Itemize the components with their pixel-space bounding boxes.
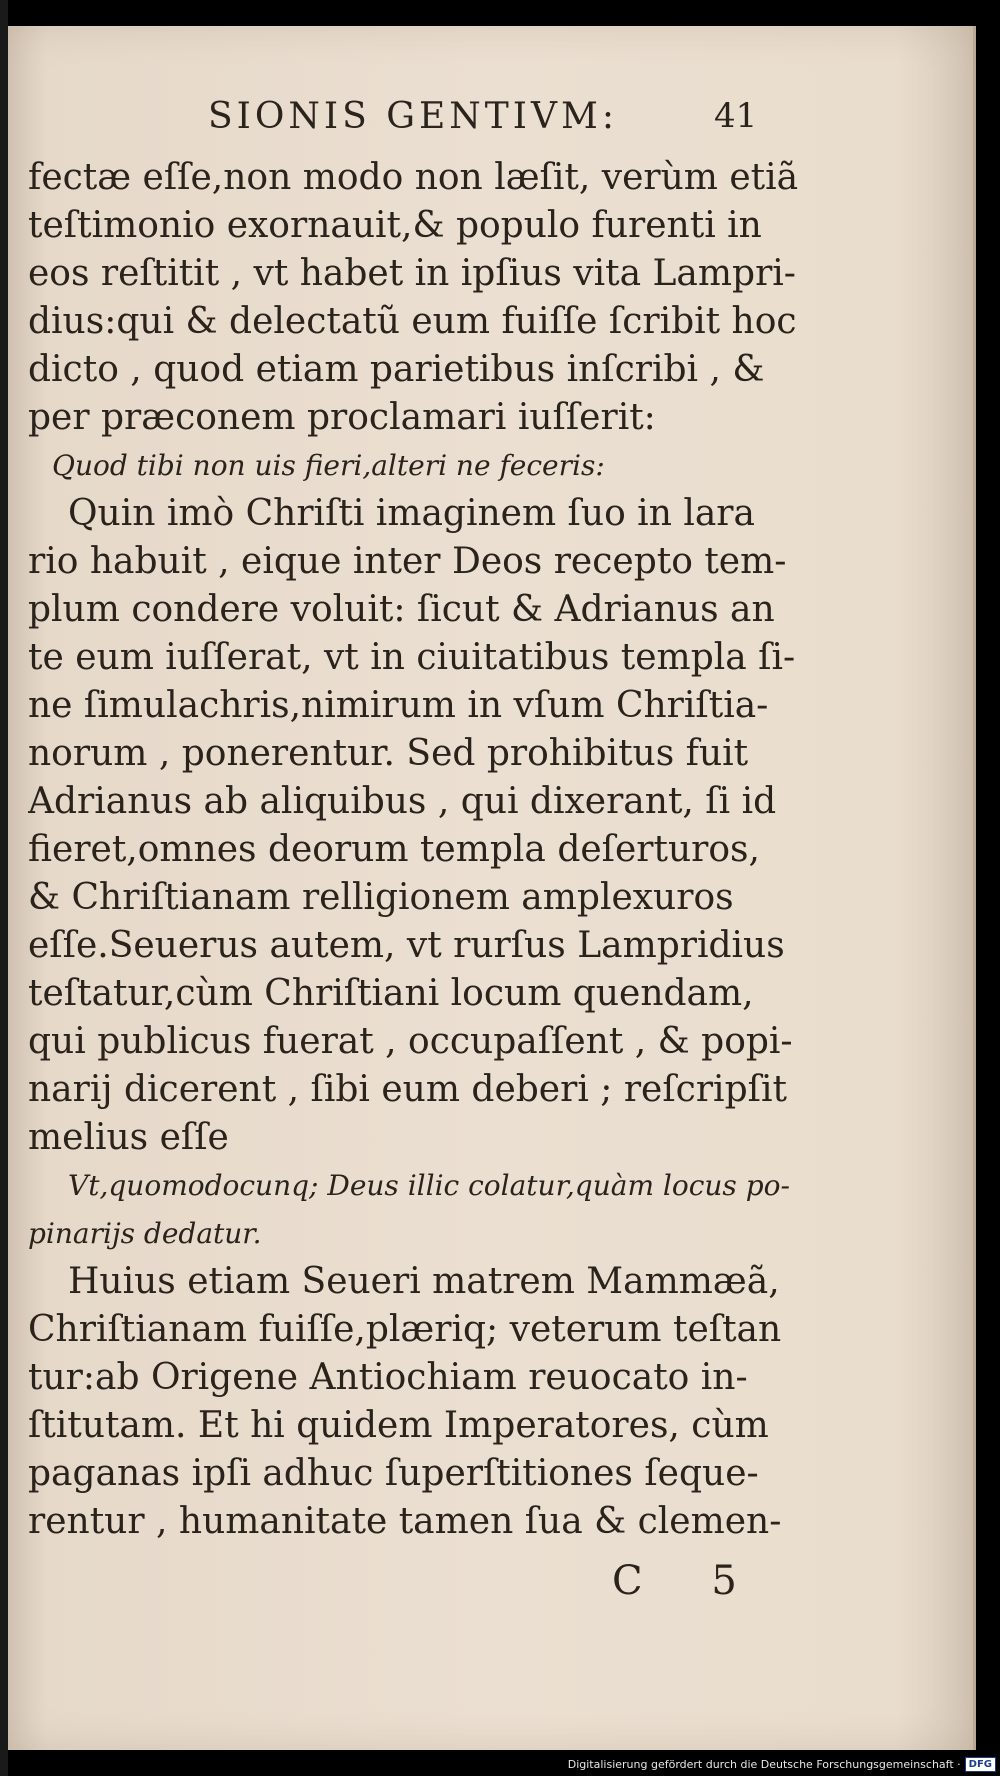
text-line: dius:qui & delectatũ eum fuiſſe ſcribit hoc [28,301,797,342]
text-line: & Chriſtianam relligionem amplexuros [28,877,734,918]
text-line: eſſe.Seuerus autem, vt rurſus Lampridius [28,925,785,966]
text-line: norum , ponerentur. Sed prohibitus fuit [28,733,749,774]
text-line: dicto , quod etiam parietibus inſcribi , & [28,349,765,390]
text-line: fectæ eſſe,non modo non læſit, verùm etiã [28,157,799,198]
book-page [8,26,976,1750]
text-line: qui publicus fuerat , occupaſſent , & popi- [28,1021,793,1062]
text-line: rio habuit , eique inter Deos recepto tem- [28,541,787,582]
dfg-logo: DFG [965,1757,996,1772]
text-line: paganas ipſi adhuc ſuperſtitiones ſeque- [28,1453,759,1494]
text-line: rentur , humanitate tamen ſua & clemen- [28,1501,782,1542]
page-header [8,96,973,152]
text-line: Chriſtianam fuiſſe,plæriq; veterum teſtan [28,1309,782,1350]
text-line: Huius etiam Seueri matrem Mammæã, [68,1261,780,1302]
text-line: narij dicerent , ſibi eum deberi ; reſcripſit [28,1069,787,1110]
text-line: melius eſſe [28,1117,229,1158]
quotation-line: pinarijs dedatur. [28,1217,262,1250]
signature-mark: C 5 [612,1558,765,1604]
text-line: Adrianus ab aliquibus , qui dixerant, ſi id [28,781,777,822]
text-line: teſtimonio exornauit,& populo furenti in [28,205,762,246]
text-line: eos reſtitit , vt habet in ipſius vita Lampri- [28,253,796,294]
digitization-credit [568,1754,996,1774]
text-line: plum condere voluit: ſicut & Adrianus an [28,589,775,630]
text-line: ne ſimulachris,nimirum in vſum Chriſtia- [28,685,769,726]
text-line: per præconem proclamari iuſſerit: [28,397,656,438]
body-text [28,154,818,1546]
credit-text: Digitalisierung gefördert durch die Deutsche Forschungsgemeinschaft · [567,1757,961,1771]
quotation-line: Vt,quomodocunq; Deus illic colatur,quàm locus po- [68,1169,790,1202]
quotation-line: Quod tibi non uis fieri,alteri ne feceris: [52,449,605,482]
text-line: Quin imò Chriſti imaginem ſuo in lara [68,493,755,534]
text-line: te eum iuſſerat, vt in ciuitatibus templa ſi- [28,637,796,678]
page-number: 41 [714,96,758,136]
text-line: fieret,omnes deorum templa deſerturos, [28,829,760,870]
text-line: tur:ab Origene Antiochiam reuocato in- [28,1357,748,1398]
running-head: SIONIS GENTIVM: [208,96,618,137]
text-line: ſtitutam. Et hi quidem Imperatores, cùm [28,1405,769,1446]
text-line: teſtatur,cùm Chriſtiani locum quendam, [28,973,754,1014]
book-edge [0,0,8,1776]
